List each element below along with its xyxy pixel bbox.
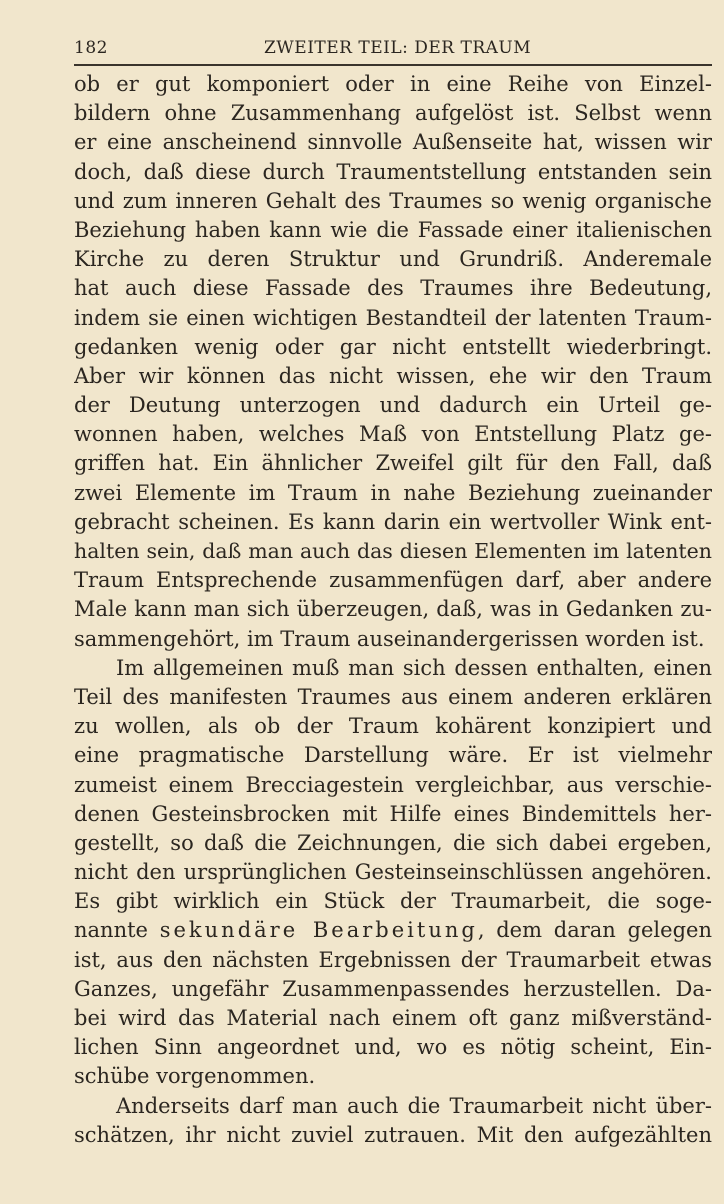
text-line: Teil des manifesten Traumes aus einem anderen erklären bbox=[74, 684, 712, 709]
text-line: Traum Entsprechende zusammenfügen darf, aber andere bbox=[74, 568, 712, 593]
text-line: Beziehung haben kann wie die Fassade einer italienischen bbox=[74, 217, 712, 242]
text-line: und zum inneren Gehalt des Traumes so wenig organische bbox=[74, 188, 712, 213]
text-line: Es gibt wirklich ein Stück der Traumarbeit, die soge- bbox=[74, 889, 712, 914]
text-line: gestellt, so daß die Zeichnungen, die sich dabei ergeben, bbox=[74, 830, 712, 855]
text-line: Kirche zu deren Struktur und Grundriß. Anderemale bbox=[74, 247, 712, 272]
text-line: er eine anscheinend sinnvolle Außenseite hat, wissen wir bbox=[74, 130, 712, 155]
text-line: hat auch diese Fassade des Traumes ihre Bedeutung, bbox=[74, 276, 712, 301]
text-line: sammengehört, im Traum auseinandergerissen worden ist. bbox=[74, 626, 705, 651]
text-line: Ganzes, ungefähr Zusammenpassendes herzustellen. Da- bbox=[74, 976, 712, 1001]
text-line: bei wird das Material nach einem oft ganz mißverständ- bbox=[74, 1006, 712, 1030]
text-line: griffen hat. Ein ähnlicher Zweifel gilt für den Fall, daß bbox=[74, 451, 712, 476]
text-line: schätzen, ihr nicht zuviel zutrauen. Mit den aufgezählten bbox=[74, 1122, 712, 1147]
text-line: indem sie einen wichtigen Bestandteil der latenten Traum- bbox=[74, 305, 712, 330]
text-line: nicht den ursprünglichen Gesteinseinschlüssen angehören. bbox=[74, 860, 712, 885]
text-line: gebracht scheinen. Es kann darin ein wertvoller Wink ent- bbox=[74, 509, 712, 534]
text-line: zwei Elemente im Traum in nahe Beziehung zueinander bbox=[74, 480, 712, 505]
text-line: der Deutung unterzogen und dadurch ein Urteil ge- bbox=[74, 393, 712, 418]
page-header bbox=[74, 36, 712, 66]
text-line: lichen Sinn angeordnet und, wo es nötig scheint, Ein- bbox=[74, 1035, 712, 1060]
text-line: doch, daß diese durch Traumentstellung entstanden sein bbox=[74, 159, 712, 184]
text-line: zu wollen, als ob der Traum kohärent konzipiert und bbox=[74, 714, 712, 739]
paragraph-start-line: Im allgemeinen muß man sich dessen enthalten, einen bbox=[116, 655, 712, 680]
text-line: ob er gut komponiert oder in eine Reihe von Einzel- bbox=[74, 72, 712, 96]
text-line: zumeist einem Brecciagestein vergleichbar, aus verschie- bbox=[74, 772, 712, 797]
text-line: gedanken wenig oder gar nicht entstellt wiederbringt. bbox=[74, 334, 712, 359]
text-line: Aber wir können das nicht wissen, ehe wir den Traum bbox=[74, 363, 712, 388]
text-line: bildern ohne Zusammenhang aufgelöst ist. Selbst wenn bbox=[74, 101, 712, 126]
text-line: Male kann man sich überzeugen, daß, was in Gedanken zu- bbox=[74, 597, 712, 622]
text-fragment: nannte bbox=[74, 918, 148, 943]
running-head: ZWEITER TEIL: DER TRAUM bbox=[264, 38, 532, 58]
text-line: ist, aus den nächsten Ergebnissen der Traumarbeit etwas bbox=[74, 947, 712, 972]
text-line-with-emphasis bbox=[74, 916, 712, 945]
text-line: schübe vorgenommen. bbox=[74, 1064, 316, 1089]
paragraph-start-line: Anderseits darf man auch die Traumarbeit nicht über- bbox=[116, 1093, 712, 1118]
page-number: 182 bbox=[74, 38, 108, 58]
text-line: halten sein, daß man auch das diesen Elementen im latenten bbox=[74, 539, 712, 563]
text-line: denen Gesteinsbrocken mit Hilfe eines Bindemittels her- bbox=[74, 801, 712, 826]
spaced-emphasis: sekundäre Bearbeitung bbox=[159, 918, 478, 943]
body-text bbox=[74, 70, 712, 1150]
text-line: eine pragmatische Darstellung wäre. Er ist vielmehr bbox=[74, 743, 712, 768]
text-line: wonnen haben, welches Maß von Entstellung Platz ge- bbox=[74, 422, 712, 447]
text-fragment: , dem daran gelegen bbox=[477, 918, 712, 943]
